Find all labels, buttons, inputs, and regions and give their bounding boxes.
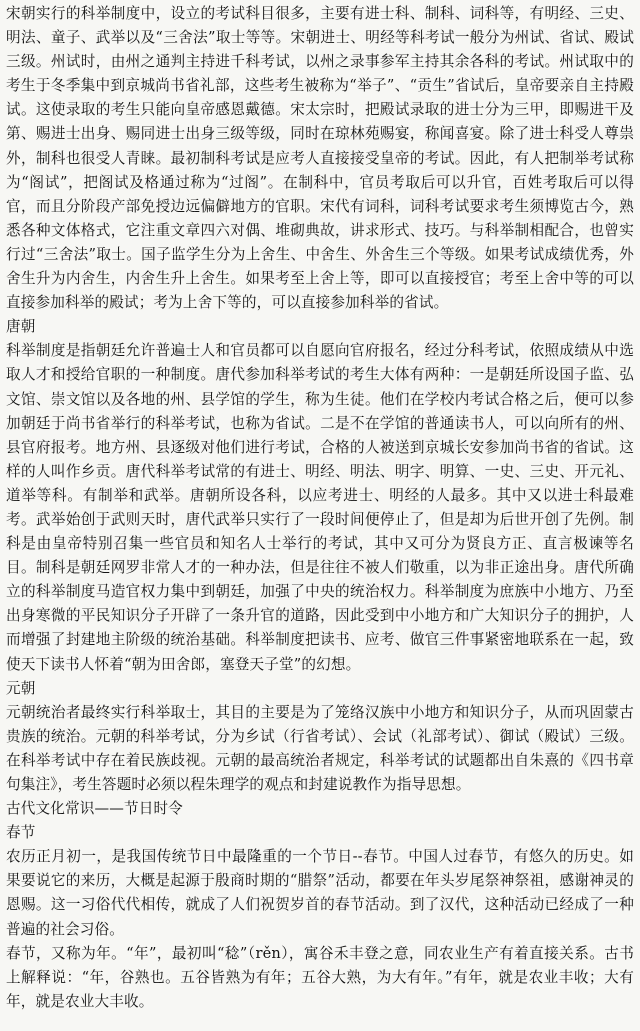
spring-paragraph-1: 农历正月初一，是我国传统节日中最隆重的一个节日--春节。中国人过春节，有悠久的历史。如果要说它的来历，大概是起源于殷商时期的“腊祭”活动，都要在年头岁尾祭神祭祖，感谢神灵的恩赐。这一习俗代代相传，就成了人们祝贺岁首的春节活动。到了汉代，这种活动已经成了一种普遍的社会习俗。 [6,848,634,938]
spring-paragraph-2: 春节，又称为年。“年”，最初叫“稔”（rěn），寓谷禾丰登之意，同农业生产有着直接关系。古书上解释说：“年，谷熟也。五谷皆熟为有年；五谷大熟，为大有年。”有年，就是农业丰收；大有年，就是农业大丰收。 [6,944,634,1010]
section-title: 古代文化常识——节日时令 [6,800,183,818]
tang-paragraph: 科举制度是指朝廷允许普遍士人和官员都可以自愿向官府报名，经过分科考试，依照成绩从中选取人才和授给官职的一种制度。唐代参加科举考试的考生大体有两种：一是朝廷所设国子监、弘文馆、崇文馆以及各地的州、县学馆的学生，称为生徒。他们在学校内考试合格之后，便可以参加朝廷于尚书省举行的科举考试，也称为省试。二是不在学馆的普通读书人，可以向所有的州、县官府报考。地方州、县逐级对他们进行考试，合格的人被送到京城长安参加尚书省的省试。这样的人叫作乡贡。唐代科举考试常的有进士、明经、明法、明字、明算、一史、三史、开元礼、道举等科。有制举和武举。唐朝所设各科，以应考进士、明经的人最多。其中又以进士科最难考。武举始创于武则天时，唐代武举只实行了一段时间便停止了，但是却为后世开创了先例。制科是由皇帝特别召集一些官员和知名人士举行的考试，其中又可分为贤良方正、直言极谏等名目。制科是朝廷网罗非常人才的一种办法，但是往往不被人们敬重，以为非正途出身。唐代所确立的科举制度马造官权力集中到朝廷，加强了中央的统治权力。科举制度为庶族中小地方、乃至出身寒微的平民知识分子开辟了一条升官的道路，因此受到中小地方和广大知识分子的拥护，人而增强了封建地主阶级的统治基础。科举制度把读书、应考、做官三件事紧密地联系在一起，致使天下读书人怀着“朝为田舍郎，塞登天子堂”的幻想。 [6,342,634,673]
yuan-heading: 元朝 [6,679,36,697]
yuan-paragraph: 元朝统治者最终实行科举取士，其目的主要是为了笼络汉族中小地方和知识分子，从而巩固蒙古贵族的统治。元朝的科举考试，分为乡试（行省考试）、会试（礼部考试）、御试（殿试）三级。在科举考试中存在着民族歧视。元朝的最高统治者规定，科举考试的试题都出自朱熹的《四书章句集注》，考生答题时必须以程朱理学的观点和封建说教作为指导思想。 [6,703,634,793]
spring-heading: 春节 [6,824,36,842]
song-paragraph: 宋朝实行的科举制度中，设立的考试科目很多，主要有进士科、制科、词科等，有明经、三史、明法、童子、武举以及“三舍法”取士等等。宋朝进士、明经等科考试一般分为州试、省试、殿试三级。州试时，由州之通判主持进千科考试，以州之录事参军主持其余各科的考试。州试取中的考生于冬季集中到京城尚书省礼部，这些考生被称为“举子”、“贡生”省试后，皇帝要亲自主持殿试。这使录取的考生只能向皇帝感恩戴德。宋太宗时，把殿试录取的进士分为三甲，即赐进干及第、赐进士出身、赐同进士出身三级等级，同时在琼林苑赐宴，称闻喜宴。除了进士科受人尊祟外，制科也很受人青睐。最初制科考试是应考人直接接受皇帝的考试。因此，有人把制举考试称为“阁试”，把阁试及格通过称为“过阁”。在制科中，官员考取后可以升官，百姓考取后可以得官，而且分阶段产部免授边远偏僻地方的官职。宋代有词科，词科考试要求考生须博览古今，熟悉各种文体格式，它注重文章四六对偶、堆砌典故，讲求形式、技巧。与科举制相配合，也曾实行过“三舍法”取士。国子监学生分为上舍生、中舍生、外舍生三个等级。如果考试成绩优秀，外舍生升为内舍生，内舍生升上舍生。如果考至上舍上等，即可以直接授官；考至上舍中等的可以直接参加科举的殿试；考为上舍下等的，可以直接参加科举的省试。 [6,5,634,312]
tang-heading: 唐朝 [6,318,36,336]
